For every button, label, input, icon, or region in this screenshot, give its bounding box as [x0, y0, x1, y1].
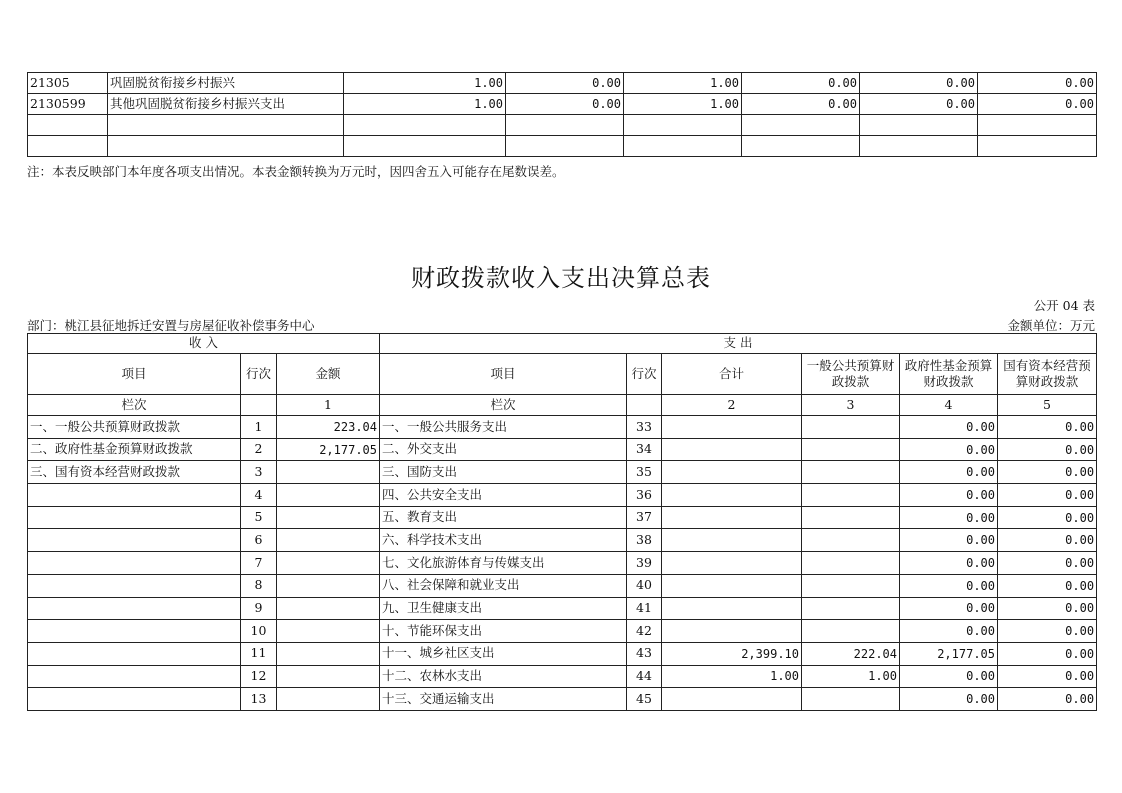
amount-cell: 1.00: [624, 94, 742, 115]
income-item: [28, 506, 241, 529]
general-budget-amount: [802, 416, 900, 439]
subject-name: 巩固脱贫衔接乡村振兴: [108, 73, 344, 94]
total-amount: [662, 461, 802, 484]
income-line-no: 11: [241, 642, 277, 665]
general-budget-amount: [802, 574, 900, 597]
amount-cell: [344, 115, 506, 136]
state-capital-amount: 0.00: [998, 552, 1097, 575]
total-amount: [662, 438, 802, 461]
income-amount: [277, 529, 380, 552]
income-item: [28, 574, 241, 597]
income-line-no: 3: [241, 461, 277, 484]
income-amount: [277, 597, 380, 620]
subject-code: [28, 136, 108, 157]
general-budget-amount: 222.04: [802, 642, 900, 665]
income-item: [28, 665, 241, 688]
expense-line-no: 33: [627, 416, 662, 439]
expense-line-no: 43: [627, 642, 662, 665]
expense-item: 八、社会保障和就业支出: [380, 574, 627, 597]
total-amount: [662, 552, 802, 575]
page-title: 财政拨款收入支出决算总表: [411, 264, 711, 292]
expense-item: 三、国防支出: [380, 461, 627, 484]
table-row: [28, 115, 1097, 136]
table-row: [28, 484, 1097, 507]
gov-fund-amount: 0.00: [900, 688, 998, 711]
general-budget-amount: [802, 688, 900, 711]
total-amount: [662, 574, 802, 597]
gov-fund-amount: 0.00: [900, 529, 998, 552]
amount-cell: 0.00: [978, 73, 1097, 94]
expense-item: 九、卫生健康支出: [380, 597, 627, 620]
general-budget-amount: [802, 552, 900, 575]
state-capital-amount: 0.00: [998, 574, 1097, 597]
general-budget-amount: [802, 620, 900, 643]
amount-cell: [742, 136, 860, 157]
total-header: 合计: [662, 354, 802, 395]
fiscal-summary-table: [27, 333, 1097, 711]
amount-cell: [978, 136, 1097, 157]
table-row: [28, 552, 1097, 575]
state-capital-amount: 0.00: [998, 688, 1097, 711]
state-capital-amount: 0.00: [998, 461, 1097, 484]
state-capital-amount: 0.00: [998, 416, 1097, 439]
amount-cell: 1.00: [624, 73, 742, 94]
expense-line-no: 45: [627, 688, 662, 711]
expense-line-no: 38: [627, 529, 662, 552]
expense-line-header: 行次: [627, 354, 662, 395]
column-index-5: 5: [998, 395, 1097, 416]
amount-cell: [860, 115, 978, 136]
unit-label: 金额单位：万元: [1007, 318, 1095, 333]
income-amount: [277, 552, 380, 575]
amount-cell: [506, 115, 624, 136]
table-row: [28, 642, 1097, 665]
gov-fund-header: 政府性基金预算财政拨款: [900, 354, 998, 395]
state-capital-amount: 0.00: [998, 438, 1097, 461]
expense-line-no: 37: [627, 506, 662, 529]
income-item: [28, 529, 241, 552]
income-item: [28, 484, 241, 507]
income-line-no: 5: [241, 506, 277, 529]
total-amount: 1.00: [662, 665, 802, 688]
expense-item: 七、文化旅游体育与传媒支出: [380, 552, 627, 575]
income-line-no: 2: [241, 438, 277, 461]
column-index-1: 1: [277, 395, 380, 416]
expense-line-no: 44: [627, 665, 662, 688]
amount-cell: 0.00: [506, 73, 624, 94]
amount-cell: 0.00: [978, 94, 1097, 115]
column-index-label-2: 栏次: [380, 395, 627, 416]
total-amount: [662, 506, 802, 529]
income-line-no: 12: [241, 665, 277, 688]
state-capital-amount: 0.00: [998, 620, 1097, 643]
amount-cell: [978, 115, 1097, 136]
income-item: 三、国有资本经营财政拨款: [28, 461, 241, 484]
income-line-no: 9: [241, 597, 277, 620]
expense-item: 十二、农林水支出: [380, 665, 627, 688]
amount-cell: 1.00: [344, 94, 506, 115]
subject-code: [28, 115, 108, 136]
amount-cell: [624, 115, 742, 136]
table-row: [28, 73, 1097, 94]
general-budget-amount: [802, 597, 900, 620]
income-amount: [277, 506, 380, 529]
department-label: 部门：桃江县征地拆迁安置与房屋征收补偿事务中心: [27, 318, 315, 333]
general-budget-amount: [802, 461, 900, 484]
amount-cell: [624, 136, 742, 157]
income-item: [28, 552, 241, 575]
table-row: [28, 597, 1097, 620]
income-line-no: 1: [241, 416, 277, 439]
income-item: [28, 620, 241, 643]
amount-cell: 0.00: [742, 73, 860, 94]
income-amount: [277, 461, 380, 484]
gov-fund-amount: 0.00: [900, 620, 998, 643]
total-amount: [662, 484, 802, 507]
income-amount: [277, 484, 380, 507]
income-amount: 223.04: [277, 416, 380, 439]
expense-item: 六、科学技术支出: [380, 529, 627, 552]
general-budget-amount: [802, 438, 900, 461]
income-line-no: 6: [241, 529, 277, 552]
subject-name: [108, 136, 344, 157]
subject-name: 其他巩固脱贫衔接乡村振兴支出: [108, 94, 344, 115]
income-line-no: 10: [241, 620, 277, 643]
income-line-no: 4: [241, 484, 277, 507]
expense-line-no: 41: [627, 597, 662, 620]
table-row: [28, 461, 1097, 484]
total-amount: [662, 416, 802, 439]
gov-fund-amount: 0.00: [900, 438, 998, 461]
gov-fund-amount: 0.00: [900, 552, 998, 575]
expense-item: 四、公共安全支出: [380, 484, 627, 507]
income-amount: 2,177.05: [277, 438, 380, 461]
expense-item: 十一、城乡社区支出: [380, 642, 627, 665]
table-code: 公开 04 表: [1033, 298, 1095, 313]
table-row: [28, 688, 1097, 711]
state-capital-amount: 0.00: [998, 665, 1097, 688]
column-index-2: 2: [662, 395, 802, 416]
income-line-no: 7: [241, 552, 277, 575]
subject-code: 21305: [28, 73, 108, 94]
income-amount-header: 金额: [277, 354, 380, 395]
income-line-no: 13: [241, 688, 277, 711]
income-amount: [277, 574, 380, 597]
expense-line-no: 35: [627, 461, 662, 484]
expense-item-header: 项目: [380, 354, 627, 395]
income-amount: [277, 665, 380, 688]
income-item: [28, 688, 241, 711]
amount-cell: 1.00: [344, 73, 506, 94]
amount-cell: [742, 115, 860, 136]
expense-item: 十三、交通运输支出: [380, 688, 627, 711]
table-row: [28, 416, 1097, 439]
amount-cell: [506, 136, 624, 157]
table-row: [28, 438, 1097, 461]
income-item: 二、政府性基金预算财政拨款: [28, 438, 241, 461]
total-amount: [662, 597, 802, 620]
amount-cell: 0.00: [860, 94, 978, 115]
amount-cell: [344, 136, 506, 157]
general-budget-amount: [802, 484, 900, 507]
subject-code: 2130599: [28, 94, 108, 115]
general-budget-amount: [802, 529, 900, 552]
amount-cell: 0.00: [860, 73, 978, 94]
table-row: [28, 529, 1097, 552]
state-capital-amount: 0.00: [998, 484, 1097, 507]
gov-fund-amount: 2,177.05: [900, 642, 998, 665]
state-capital-amount: 0.00: [998, 529, 1097, 552]
total-amount: 2,399.10: [662, 642, 802, 665]
expense-item: 十、节能环保支出: [380, 620, 627, 643]
income-line-header: 行次: [241, 354, 277, 395]
column-index-3: 3: [802, 395, 900, 416]
gov-fund-amount: 0.00: [900, 506, 998, 529]
amount-cell: 0.00: [742, 94, 860, 115]
gov-fund-amount: 0.00: [900, 574, 998, 597]
general-budget-header: 一般公共预算财政拨款: [802, 354, 900, 395]
income-line-no: 8: [241, 574, 277, 597]
income-item: 一、一般公共预算财政拨款: [28, 416, 241, 439]
column-index-4: 4: [900, 395, 998, 416]
expense-section-header: 支 出: [380, 334, 1097, 354]
income-amount: [277, 642, 380, 665]
table-row: [28, 665, 1097, 688]
expense-line-no: 42: [627, 620, 662, 643]
income-item: [28, 597, 241, 620]
expense-item: 二、外交支出: [380, 438, 627, 461]
income-amount: [277, 620, 380, 643]
gov-fund-amount: 0.00: [900, 597, 998, 620]
gov-fund-amount: 0.00: [900, 461, 998, 484]
expense-item: 五、教育支出: [380, 506, 627, 529]
state-capital-amount: 0.00: [998, 506, 1097, 529]
expense-line-no: 40: [627, 574, 662, 597]
gov-fund-amount: 0.00: [900, 665, 998, 688]
expense-line-no: 39: [627, 552, 662, 575]
column-index-empty-2: [627, 395, 662, 416]
general-budget-amount: [802, 506, 900, 529]
expense-line-no: 34: [627, 438, 662, 461]
table-note: 注：本表反映部门本年度各项支出情况。本表金额转换为万元时，因四舍五入可能存在尾数误差。: [27, 164, 565, 179]
total-amount: [662, 529, 802, 552]
amount-cell: [860, 136, 978, 157]
column-index-label: 栏次: [28, 395, 241, 416]
amount-cell: 0.00: [506, 94, 624, 115]
state-capital-header: 国有资本经营预算财政拨款: [998, 354, 1097, 395]
state-capital-amount: 0.00: [998, 597, 1097, 620]
income-item: [28, 642, 241, 665]
total-amount: [662, 688, 802, 711]
table-row: [28, 136, 1097, 157]
income-amount: [277, 688, 380, 711]
table-row: [28, 574, 1097, 597]
column-index-empty: [241, 395, 277, 416]
expense-detail-table: [27, 72, 1097, 157]
general-budget-amount: 1.00: [802, 665, 900, 688]
gov-fund-amount: 0.00: [900, 416, 998, 439]
income-item-header: 项目: [28, 354, 241, 395]
expense-line-no: 36: [627, 484, 662, 507]
table-row: [28, 506, 1097, 529]
subject-name: [108, 115, 344, 136]
expense-item: 一、一般公共服务支出: [380, 416, 627, 439]
state-capital-amount: 0.00: [998, 642, 1097, 665]
income-section-header: 收 入: [28, 334, 380, 354]
total-amount: [662, 620, 802, 643]
table-row: [28, 620, 1097, 643]
gov-fund-amount: 0.00: [900, 484, 998, 507]
table-row: [28, 94, 1097, 115]
